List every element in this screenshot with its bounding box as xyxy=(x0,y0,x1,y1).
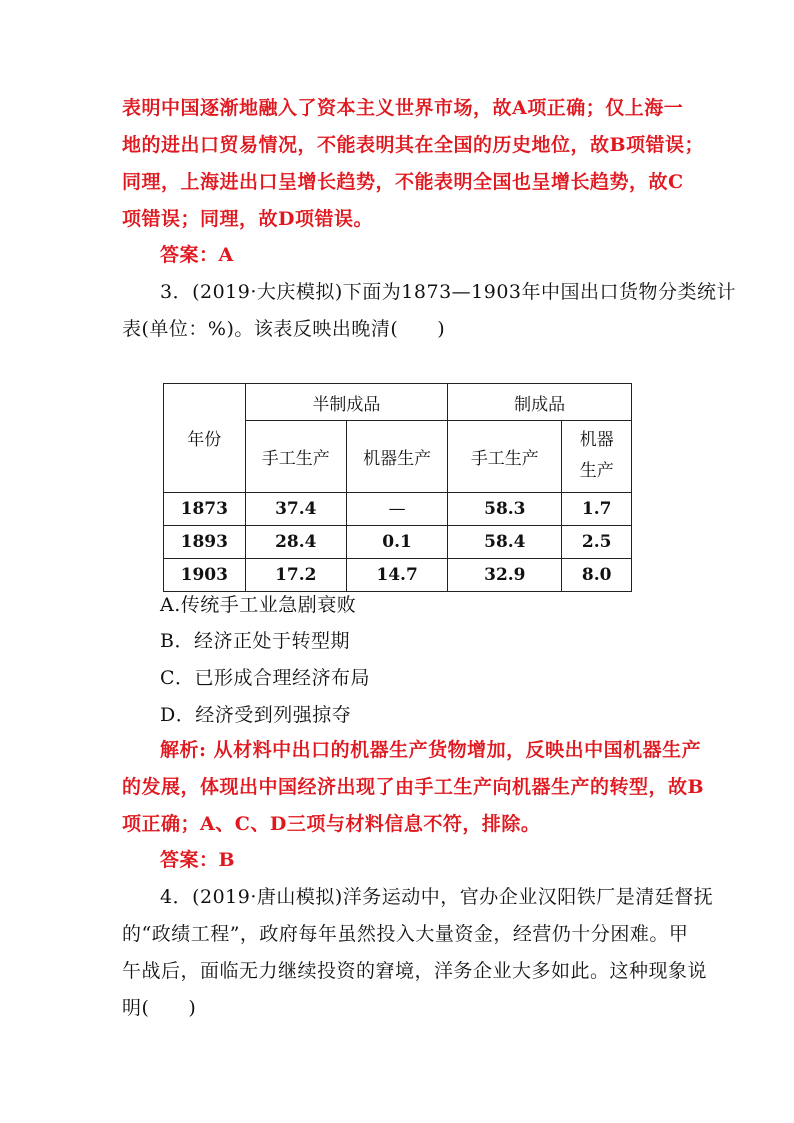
explanation-line-1: 表明中国逐渐地融入了资本主义世界市场，故A项正确；仅上海一 xyxy=(122,97,684,119)
option-b: B．经济正处于转型期 xyxy=(160,630,350,652)
question4-line-3: 午战后，面临无力继续投资的窘境，洋务企业大多如此。这种现象说 xyxy=(122,960,708,982)
answer-a: 答案：A xyxy=(160,244,234,266)
export-goods-table xyxy=(163,383,632,592)
year-header: 年份 xyxy=(164,384,246,493)
cell-value: 58.4 xyxy=(448,525,562,558)
explanation-line-4: 项错误；同理，故D项错误。 xyxy=(122,208,373,230)
answer-b: 答案：B xyxy=(160,849,236,871)
analysis-label: 解析 xyxy=(160,739,200,761)
cell-value: 2.5 xyxy=(562,525,632,558)
question4-line-1: 4．(2019·唐山模拟)洋务运动中，官办企业汉阳铁厂是清廷督抚 xyxy=(160,886,714,908)
analysis-line-3: 项正确；A、C、D三项与材料信息不符，排除。 xyxy=(122,813,541,835)
question4-line-2: 的“政绩工程”，政府每年虽然投入大量资金，经营仍十分困难。甲 xyxy=(122,923,689,945)
explanation-line-2: 地的进出口贸易情况，不能表明其在全国的历史地位，故B项错误； xyxy=(122,134,705,156)
question4-line-4: 明( ) xyxy=(122,997,197,1019)
option-c: C．已形成合理经济布局 xyxy=(160,667,371,689)
cell-value: 28.4 xyxy=(245,525,346,558)
cell-value: 17.2 xyxy=(245,558,346,591)
cell-value: 37.4 xyxy=(245,492,346,525)
sub-header-machine-2-line1: 机器 xyxy=(579,430,614,451)
explanation-line-3: 同理，上海进出口呈增长趋势，不能表明全国也呈增长趋势，故C xyxy=(122,171,684,193)
cell-value: 14.7 xyxy=(346,558,447,591)
sub-header-handmade-2: 手工生产 xyxy=(448,421,562,492)
cell-value: 8.0 xyxy=(562,558,632,591)
cell-value: 58.3 xyxy=(448,492,562,525)
cell-value: 1.7 xyxy=(562,492,632,525)
cell-year: 1893 xyxy=(164,525,246,558)
cell-year: 1903 xyxy=(164,558,246,591)
analysis-line-1-text: : 从材料中出口的机器生产货物增加，反映出中国机器生产 xyxy=(199,739,702,761)
cell-value: 0.1 xyxy=(346,525,447,558)
table-row xyxy=(164,492,632,525)
question3-line-1: 3．(2019·大庆模拟)下面为1873—1903年中国出口货物分类统计 xyxy=(160,281,737,303)
group-finished: 制成品 xyxy=(448,384,632,421)
sub-header-machine-2 xyxy=(562,421,632,492)
analysis-line-1 xyxy=(160,735,702,765)
table-row xyxy=(164,525,632,558)
option-a: A.传统手工业急剧衰败 xyxy=(160,594,357,616)
cell-year: 1873 xyxy=(164,492,246,525)
sub-header-machine-2-line2: 生产 xyxy=(579,461,614,482)
table-row xyxy=(164,558,632,591)
cell-value: — xyxy=(346,492,447,525)
sub-header-handmade-1: 手工生产 xyxy=(245,421,346,492)
question3-line-2: 表(单位：%)。该表反映出晚清( ) xyxy=(122,318,446,340)
group-semi-finished: 半制成品 xyxy=(245,384,448,421)
option-d: D．经济受到列强掠夺 xyxy=(160,704,352,726)
analysis-line-2: 的发展，体现出中国经济出现了由手工生产向机器生产的转型，故B xyxy=(122,776,705,798)
sub-header-machine-1: 机器生产 xyxy=(346,421,447,492)
cell-value: 32.9 xyxy=(448,558,562,591)
